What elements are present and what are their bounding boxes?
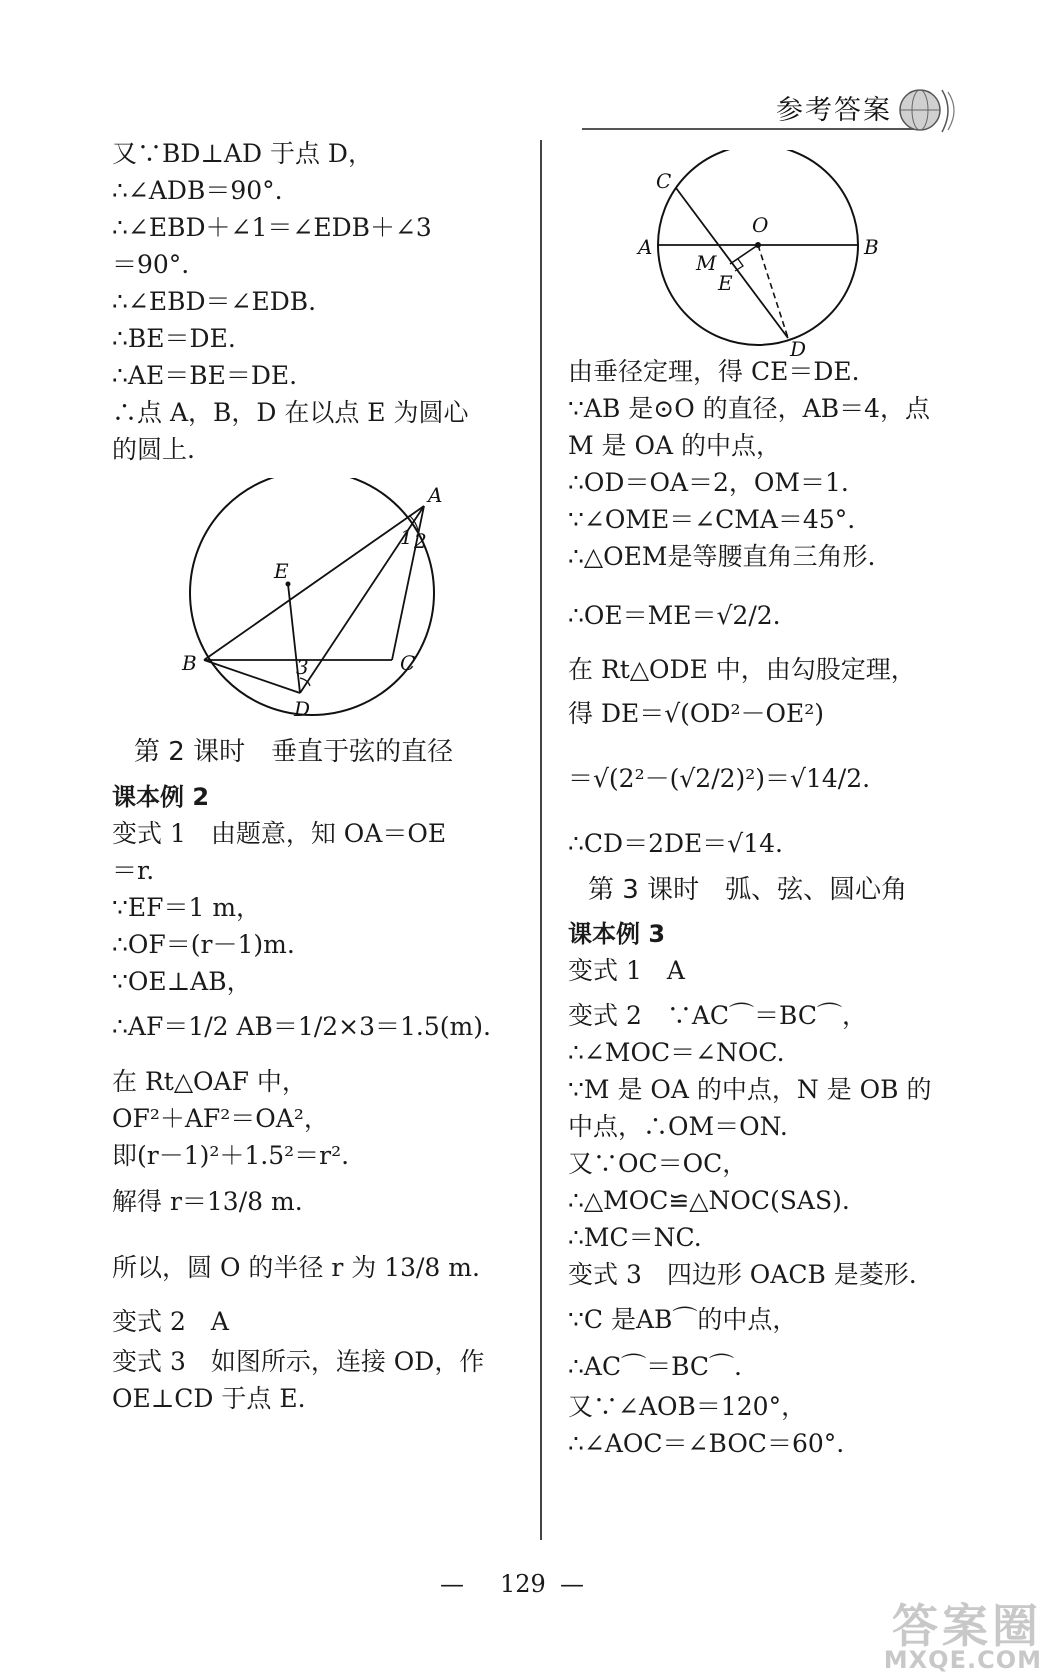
label-B: B (182, 651, 197, 675)
text-line: ∴OD＝OA＝2，OM＝1. (568, 468, 849, 497)
watermark-text: 答案圈 (892, 1599, 1042, 1653)
text-line: 由垂径定理，得 CE＝DE. (568, 357, 860, 386)
text-line: ∴∠MOC＝∠NOC. (568, 1038, 785, 1067)
text-line: 变式 2 A (112, 1307, 229, 1336)
subsection-heading: 课本例 2 (112, 783, 210, 811)
text-line: ∵EF＝1 m， (112, 893, 262, 922)
text-line: ∴OE＝ME＝√2/2. (568, 601, 781, 630)
text-line: ∵AB 是⊙O 的直径，AB＝4，点 (568, 394, 931, 423)
text-line: 变式 3 如图所示，连接 OD，作 (112, 1347, 485, 1376)
text-line: 又∵BD⊥AD 于点 D， (112, 139, 373, 168)
section-heading: 第 3 课时 弧、弦、圆心角 (588, 875, 908, 905)
text-line: 又∵OC＝OC， (568, 1149, 748, 1178)
text-line: 解得 r＝13/8 m. (112, 1187, 303, 1216)
text-line: ∴△MOC≌△NOC(SAS). (568, 1186, 850, 1215)
circle-figure-2 (608, 150, 928, 360)
text-line: ＝r. (112, 856, 155, 885)
label-angle-2: 2 (414, 529, 427, 553)
circle-figure-1 (162, 478, 482, 728)
column-divider (540, 140, 542, 1540)
text-line: ∴AC⌒＝BC⌒. (568, 1352, 742, 1381)
label-C: C (400, 651, 416, 675)
page-number-dash-left: — (440, 1570, 464, 1598)
text-line: ∴∠EBD＋∠1＝∠EDB＋∠3 (112, 213, 432, 242)
text-line: 变式 2 ∵AC⌒＝BC⌒， (568, 1001, 867, 1030)
text-line: 得 DE＝√(OD²－OE²) (568, 699, 825, 728)
label-B: B (864, 235, 879, 259)
label-A: A (428, 483, 443, 507)
label-angle-1: 1 (400, 525, 413, 549)
watermark-url: MXQE.COM (883, 1646, 1042, 1674)
label-angle-3: 3 (296, 655, 309, 679)
circle-outline (190, 478, 434, 715)
text-line: ∴OF＝(r－1)m. (112, 930, 295, 959)
watermark-logo (884, 1590, 1042, 1674)
label-A: A (638, 235, 653, 259)
text-line: 在 Rt△ODE 中，由勾股定理， (568, 655, 916, 684)
text-line: ∵C 是AB⌒的中点， (568, 1305, 798, 1334)
text-line: 在 Rt△OAF 中， (112, 1067, 307, 1096)
text-line: 变式 1 由题意，知 OA＝OE (112, 819, 447, 848)
label-C: C (656, 169, 672, 193)
label-D: D (294, 697, 311, 721)
text-line: 中点，∴OM＝ON. (568, 1112, 788, 1141)
text-line: ∴AE＝BE＝DE. (112, 361, 298, 390)
text-line: 的圆上. (112, 435, 195, 464)
text-line: M 是 OA 的中点， (568, 431, 781, 460)
text-line: OE⊥CD 于点 E. (112, 1384, 306, 1413)
text-line: ∴AF＝1/2 AB＝1/2×3＝1.5(m). (112, 1012, 491, 1041)
subsection-heading: 课本例 3 (568, 920, 666, 948)
text-line: OF²＋AF²＝OA²， (112, 1104, 329, 1133)
text-line: 即(r－1)²＋1.5²＝r². (112, 1141, 350, 1170)
page-number-dash-right: — (560, 1570, 584, 1598)
text-line: ∵OE⊥AB， (112, 967, 252, 996)
label-D: D (790, 337, 807, 360)
page-number: 129 (500, 1570, 546, 1598)
text-line: ∴点 A，B，D 在以点 E 为圆心 (112, 398, 469, 427)
text-line: ∴MC＝NC. (568, 1223, 702, 1252)
header-rule (582, 128, 922, 130)
text-line: ∴△OEM是等腰直角三角形. (568, 542, 876, 571)
globe-icon (892, 82, 962, 142)
label-E: E (274, 559, 289, 583)
text-line: ＝√(2²－(√2/2)²)＝√14/2. (568, 764, 871, 793)
text-line: ∵M 是 OA 的中点，N 是 OB 的 (568, 1075, 932, 1104)
text-line: 变式 3 四边形 OACB 是菱形. (568, 1260, 917, 1289)
label-E: E (718, 271, 733, 295)
text-line: ∴∠ADB＝90°. (112, 176, 283, 205)
text-line: 又∵∠AOB＝120°， (568, 1392, 807, 1421)
label-M: M (696, 251, 717, 275)
text-line: ＝90°. (112, 250, 190, 279)
header-title: 参考答案 (776, 95, 892, 126)
text-line: ∴BE＝DE. (112, 324, 236, 353)
label-O: O (752, 213, 769, 237)
text-line: 所以，圆 O 的半径 r 为 13/8 m. (112, 1253, 480, 1282)
page-header (582, 82, 962, 142)
text-line: ∴∠AOC＝∠BOC＝60°. (568, 1429, 845, 1458)
text-line: 变式 1 A (568, 956, 685, 985)
text-line: ∴CD＝2DE＝√14. (568, 829, 783, 858)
text-line: ∵∠OME＝∠CMA＝45°. (568, 505, 856, 534)
section-heading: 第 2 课时 垂直于弦的直径 (134, 737, 454, 767)
text-line: ∴∠EBD＝∠EDB. (112, 287, 317, 316)
